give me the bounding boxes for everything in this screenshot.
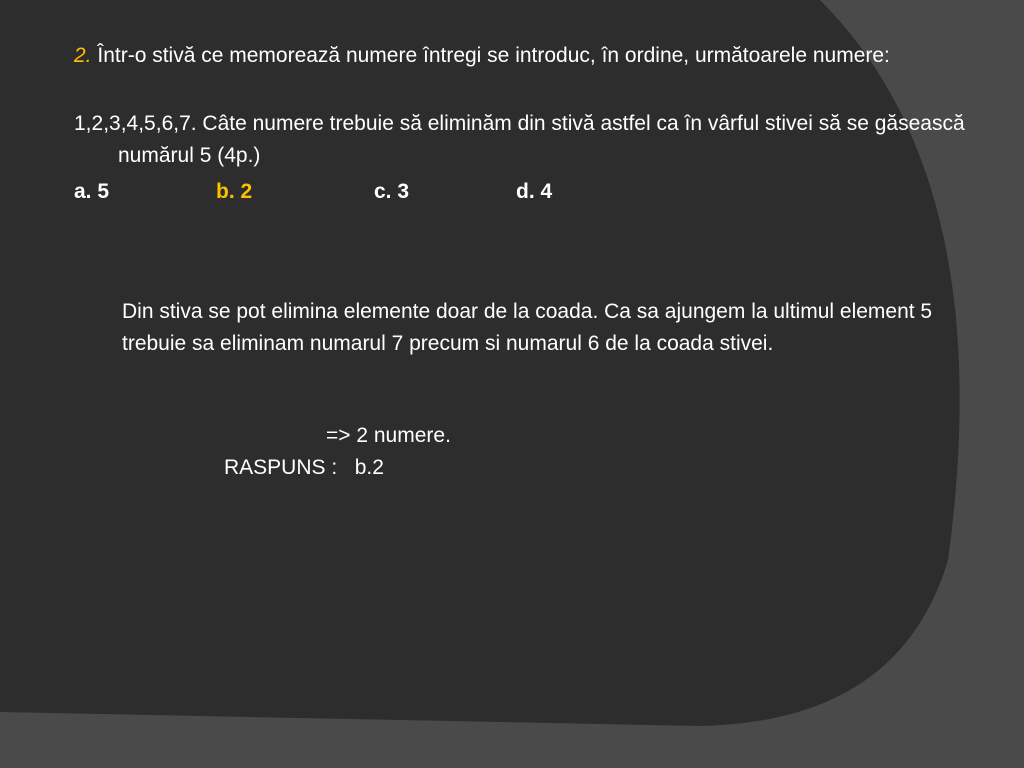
answer-option-b-correct: b. 2	[216, 180, 253, 203]
question-sequence	[74, 108, 1018, 172]
question-line-2: 1,2,3,4,5,6,7. Câte numere trebuie să eliminăm din stivă astfel ca în vârful stivei să se găsească numărul 5 (4p.)	[74, 112, 965, 167]
explanation-text: Din stiva se pot elimina elemente doar de la coada. Ca sa ajungem la ultimul element 5 trebuie sa eliminam numarul 7 precum si numarul 6 de la coada stivei.	[122, 300, 933, 355]
question-number: 2.	[74, 44, 92, 67]
answer-option-d: d. 4	[516, 180, 553, 203]
answer-option-a: a. 5	[74, 180, 110, 203]
question-text	[74, 40, 1018, 72]
final-answer: RASPUNS : b.2	[224, 456, 384, 479]
result-line: => 2 numere.	[326, 424, 451, 447]
question-line-1: Într-o stivă ce memorează numere întregi se introduc, în ordine, următoarele numere:	[97, 44, 890, 67]
answer-options	[74, 176, 774, 210]
answer-option-c: c. 3	[374, 180, 410, 203]
